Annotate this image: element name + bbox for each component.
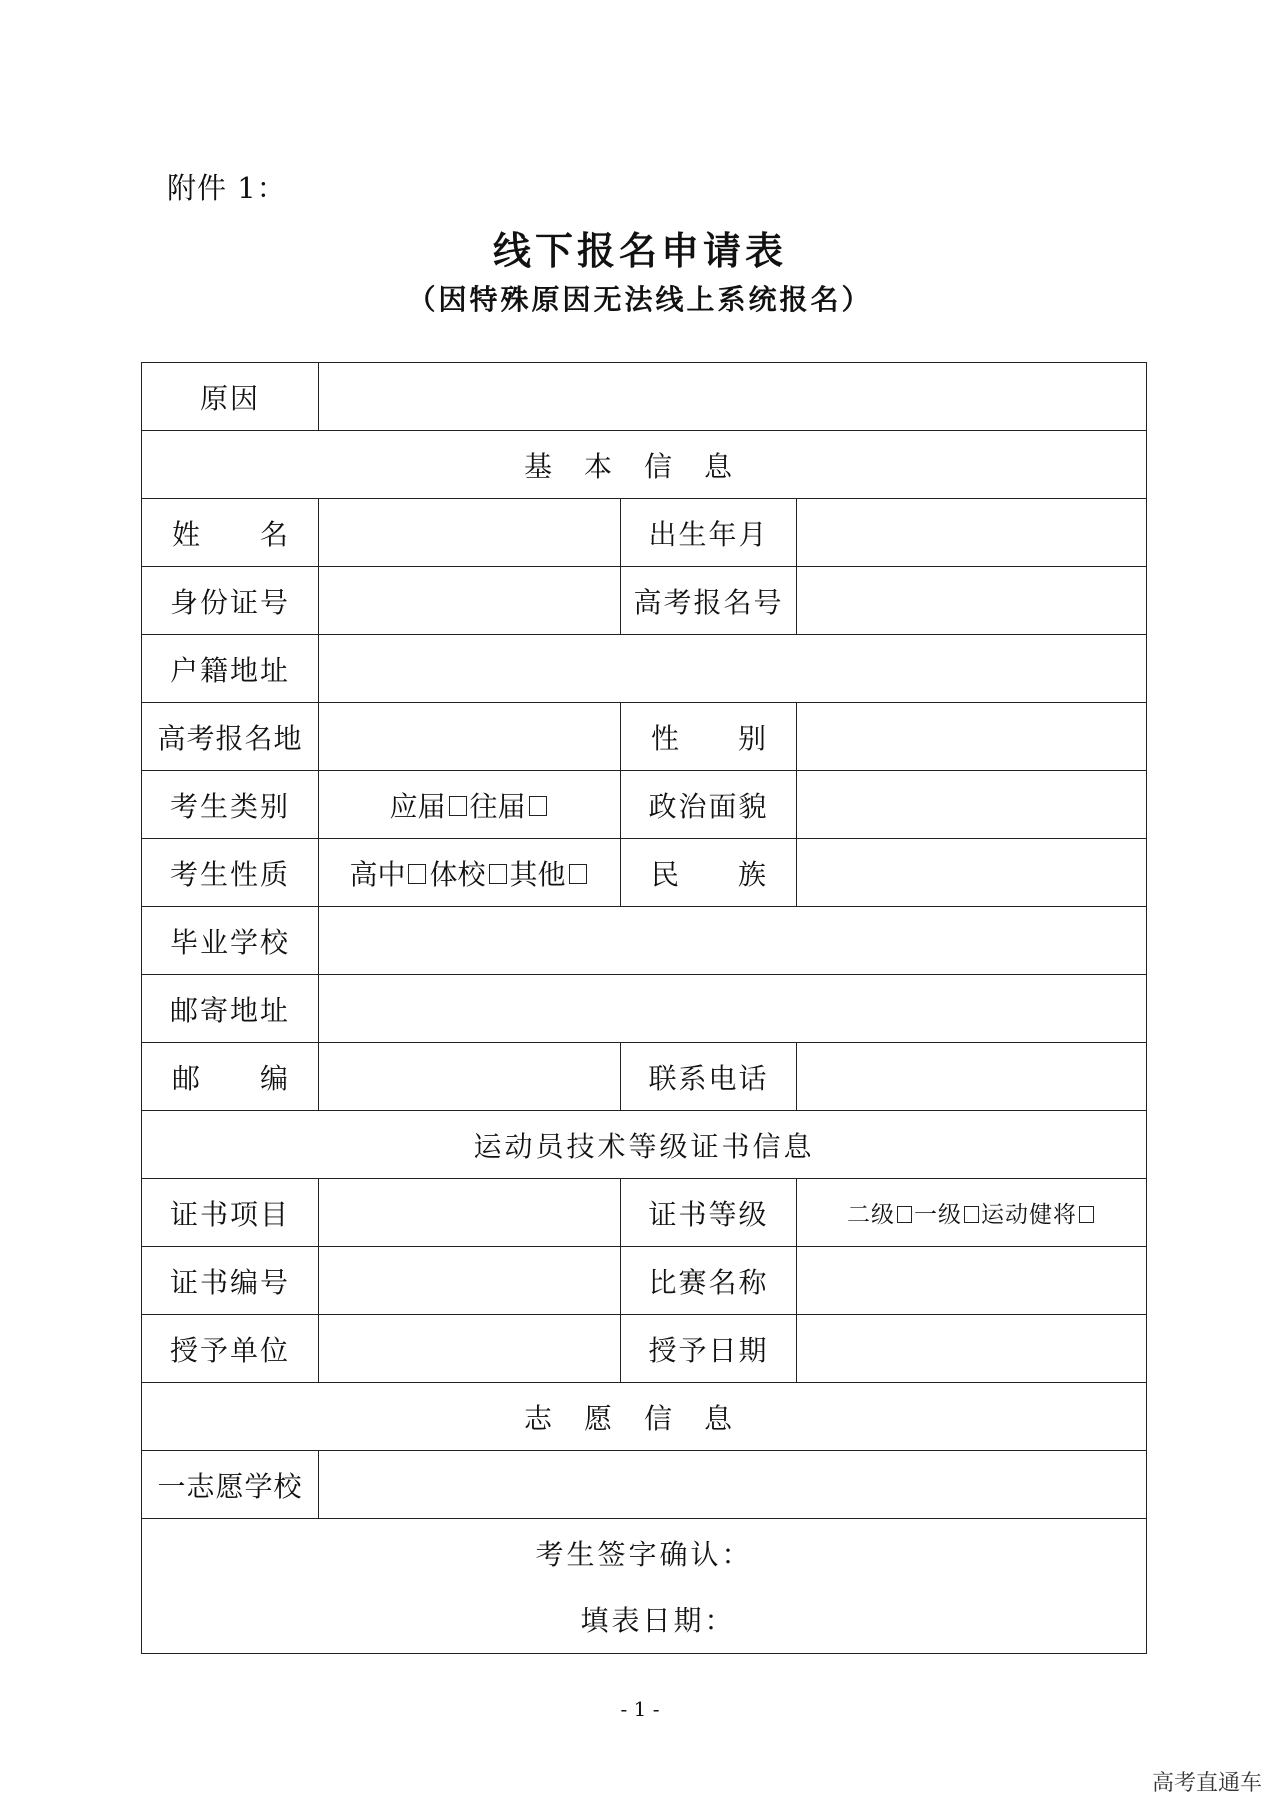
checkbox-level-1[interactable] bbox=[964, 1206, 979, 1223]
option-sports-school[interactable]: 体校 bbox=[429, 853, 509, 893]
issuer-field[interactable] bbox=[319, 1315, 621, 1383]
name-label: 姓 名 bbox=[172, 517, 288, 551]
row-signature bbox=[142, 1519, 1147, 1654]
signature-cell[interactable] bbox=[142, 1519, 1147, 1654]
row-section-wish bbox=[142, 1383, 1147, 1451]
fill-date-label: 填表日期： bbox=[580, 1604, 736, 1637]
exam-no-field[interactable] bbox=[797, 567, 1147, 635]
birth-label: 出生年月 bbox=[621, 499, 797, 567]
postcode-label-cell bbox=[142, 1043, 319, 1111]
checkbox-previous-grad[interactable] bbox=[529, 796, 547, 816]
cert-item-field[interactable] bbox=[319, 1179, 621, 1247]
category-options bbox=[319, 771, 621, 839]
id-label: 身份证号 bbox=[142, 567, 319, 635]
row-name bbox=[142, 499, 1147, 567]
row-section-basic bbox=[142, 431, 1147, 499]
name-label-cell bbox=[142, 499, 319, 567]
row-cert-item bbox=[142, 1179, 1147, 1247]
cert-level-options bbox=[797, 1179, 1147, 1247]
row-cert-no bbox=[142, 1247, 1147, 1315]
section-cert-heading: 运动员技术等级证书信息 bbox=[142, 1111, 1147, 1179]
nature-options bbox=[319, 839, 621, 907]
cert-item-label: 证书项目 bbox=[142, 1179, 319, 1247]
cert-no-label: 证书编号 bbox=[142, 1247, 319, 1315]
issue-date-label: 授予日期 bbox=[621, 1315, 797, 1383]
row-id bbox=[142, 567, 1147, 635]
phone-field[interactable] bbox=[797, 1043, 1147, 1111]
application-form-table bbox=[141, 362, 1147, 1654]
politics-label: 政治面貌 bbox=[621, 771, 797, 839]
name-field[interactable] bbox=[319, 499, 621, 567]
page-number: - 1 - bbox=[620, 1697, 660, 1721]
row-household bbox=[142, 635, 1147, 703]
exam-place-label: 高考报名地 bbox=[142, 703, 319, 771]
reason-field[interactable] bbox=[319, 363, 1147, 431]
graduate-school-label: 毕业学校 bbox=[142, 907, 319, 975]
form-title: 线下报名申请表 bbox=[492, 228, 787, 273]
row-mail-address bbox=[142, 975, 1147, 1043]
id-field[interactable] bbox=[319, 567, 621, 635]
mail-address-label: 邮寄地址 bbox=[142, 975, 319, 1043]
option-level-1[interactable]: 一级 bbox=[914, 1196, 981, 1229]
form-subtitle: （因特殊原因无法线上系统报名） bbox=[407, 283, 873, 316]
checkbox-sports-school[interactable] bbox=[489, 864, 507, 884]
household-label: 户籍地址 bbox=[142, 635, 319, 703]
first-choice-label: 一志愿学校 bbox=[142, 1451, 319, 1519]
cert-no-field[interactable] bbox=[319, 1247, 621, 1315]
gender-label: 性 别 bbox=[651, 721, 766, 755]
exam-no-label: 高考报名号 bbox=[621, 567, 797, 635]
row-reason bbox=[142, 363, 1147, 431]
first-choice-field[interactable] bbox=[319, 1451, 1147, 1519]
cert-level-label: 证书等级 bbox=[621, 1179, 797, 1247]
postcode-field[interactable] bbox=[319, 1043, 621, 1111]
issue-date-field[interactable] bbox=[797, 1315, 1147, 1383]
row-section-cert bbox=[142, 1111, 1147, 1179]
graduate-school-field[interactable] bbox=[319, 907, 1147, 975]
option-high-school[interactable]: 高中 bbox=[349, 853, 429, 893]
option-previous-grad[interactable]: 往届 bbox=[470, 785, 550, 825]
mail-address-field[interactable] bbox=[319, 975, 1147, 1043]
row-first-choice bbox=[142, 1451, 1147, 1519]
option-level-2[interactable]: 二级 bbox=[847, 1196, 914, 1229]
row-issuer bbox=[142, 1315, 1147, 1383]
ethnicity-label: 民 族 bbox=[651, 857, 766, 891]
household-field[interactable] bbox=[319, 635, 1147, 703]
checkbox-high-school[interactable] bbox=[408, 864, 426, 884]
option-other[interactable]: 其他 bbox=[510, 853, 590, 893]
ethnicity-label-cell bbox=[621, 839, 797, 907]
row-postcode bbox=[142, 1043, 1147, 1111]
ethnicity-field[interactable] bbox=[797, 839, 1147, 907]
checkbox-other[interactable] bbox=[569, 864, 587, 884]
phone-label: 联系电话 bbox=[621, 1043, 797, 1111]
politics-field[interactable] bbox=[797, 771, 1147, 839]
issuer-label: 授予单位 bbox=[142, 1315, 319, 1383]
row-exam-place bbox=[142, 703, 1147, 771]
option-current-grad[interactable]: 应届 bbox=[389, 785, 469, 825]
section-basic-heading: 基本信息 bbox=[142, 431, 1147, 499]
category-label: 考生类别 bbox=[142, 771, 319, 839]
checkbox-level-2[interactable] bbox=[897, 1206, 912, 1223]
checkbox-current-grad[interactable] bbox=[449, 796, 467, 816]
row-graduate-school bbox=[142, 907, 1147, 975]
postcode-label: 邮 编 bbox=[172, 1061, 288, 1095]
section-wish-heading: 志愿信息 bbox=[142, 1383, 1147, 1451]
row-nature bbox=[142, 839, 1147, 907]
watermark: 高考直通车 bbox=[1151, 1771, 1262, 1796]
exam-place-field[interactable] bbox=[319, 703, 621, 771]
row-category bbox=[142, 771, 1147, 839]
reason-label: 原因 bbox=[142, 363, 319, 431]
attachment-label: 附件 1： bbox=[167, 171, 287, 205]
signature-label: 考生签字确认： bbox=[535, 1538, 753, 1571]
checkbox-master[interactable] bbox=[1079, 1206, 1094, 1223]
nature-label: 考生性质 bbox=[142, 839, 319, 907]
match-label: 比赛名称 bbox=[621, 1247, 797, 1315]
match-field[interactable] bbox=[797, 1247, 1147, 1315]
birth-field[interactable] bbox=[797, 499, 1147, 567]
gender-field[interactable] bbox=[797, 703, 1147, 771]
gender-label-cell bbox=[621, 703, 797, 771]
option-master[interactable]: 运动健将 bbox=[981, 1196, 1096, 1229]
